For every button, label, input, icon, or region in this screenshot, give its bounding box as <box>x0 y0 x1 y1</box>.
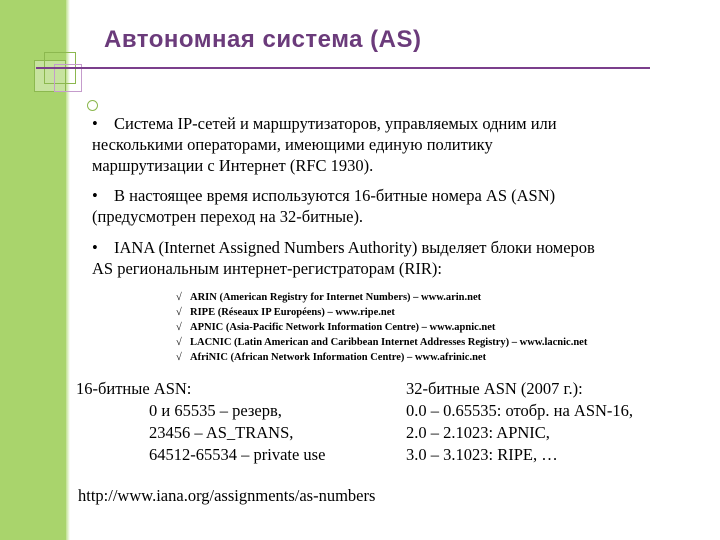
slide-title: Автономная система (AS) <box>104 26 422 53</box>
list-item: √ APNIC (Asia-Pacific Network Information Centre) – www.apnic.net <box>176 322 496 333</box>
asn16-line: 23456 – AS_TRANS, <box>149 423 294 442</box>
asn32-line: 3.0 – 3.1023: RIPE, … <box>406 445 558 464</box>
asn16-line: 0 и 65535 – резерв, <box>149 401 282 420</box>
bullet-item <box>92 185 702 227</box>
asn16-line: 64512-65534 – private use <box>149 445 326 464</box>
asn16-block <box>76 378 325 466</box>
bullet-line: AS региональным интернет-регистраторам (RIR): <box>92 259 442 278</box>
decorative-squares <box>34 52 94 98</box>
bullet-line: (предусмотрен переход на 32-битные). <box>92 207 364 226</box>
title-underline <box>36 67 650 69</box>
bullet-line: • Система IP-сетей и маршрутизаторов, управляемых одним или <box>92 114 557 133</box>
asn16-heading: 16-битные ASN: <box>76 379 192 398</box>
bullet-line: • IANA (Internet Assigned Numbers Authority) выделяет блоки номеров <box>92 238 595 257</box>
asn32-heading: 32-битные ASN (2007 г.): <box>406 379 583 398</box>
check-icon: √ <box>176 307 182 318</box>
check-icon: √ <box>176 337 182 348</box>
reference-link[interactable]: http://www.iana.org/assignments/as-numbers <box>78 486 376 505</box>
check-icon: √ <box>176 352 182 363</box>
bullet-marker: • <box>92 114 98 133</box>
bullet-marker: • <box>92 186 98 205</box>
rir-list <box>176 290 587 365</box>
bullet-item <box>92 237 702 279</box>
bullet-line: несколькими операторами, имеющими единую политику <box>92 135 493 154</box>
decorative-circle <box>87 100 98 111</box>
check-icon: √ <box>176 292 182 303</box>
list-item: √ RIPE (Réseaux IP Européens) – www.ripe.net <box>176 307 395 318</box>
asn32-line: 0.0 – 0.65535: отобр. на ASN-16, <box>406 401 634 420</box>
asn32-block <box>406 378 633 466</box>
bullet-item <box>92 113 702 176</box>
list-item: √ AfriNIC (African Network Information Centre) – www.afrinic.net <box>176 352 487 363</box>
list-item: √ LACNIC (Latin American and Caribbean Internet Addresses Registry) – www.lacnic.net <box>176 337 588 348</box>
check-icon: √ <box>176 322 182 333</box>
bullet-line: • В настоящее время используются 16-битные номера AS (ASN) <box>92 186 556 205</box>
bullet-line: маршрутизации с Интернет (RFC 1930). <box>92 156 374 175</box>
list-item: √ ARIN (American Registry for Internet Numbers) – www.arin.net <box>176 292 482 303</box>
asn32-line: 2.0 – 2.1023: APNIC, <box>406 423 550 442</box>
bullet-marker: • <box>92 238 98 257</box>
